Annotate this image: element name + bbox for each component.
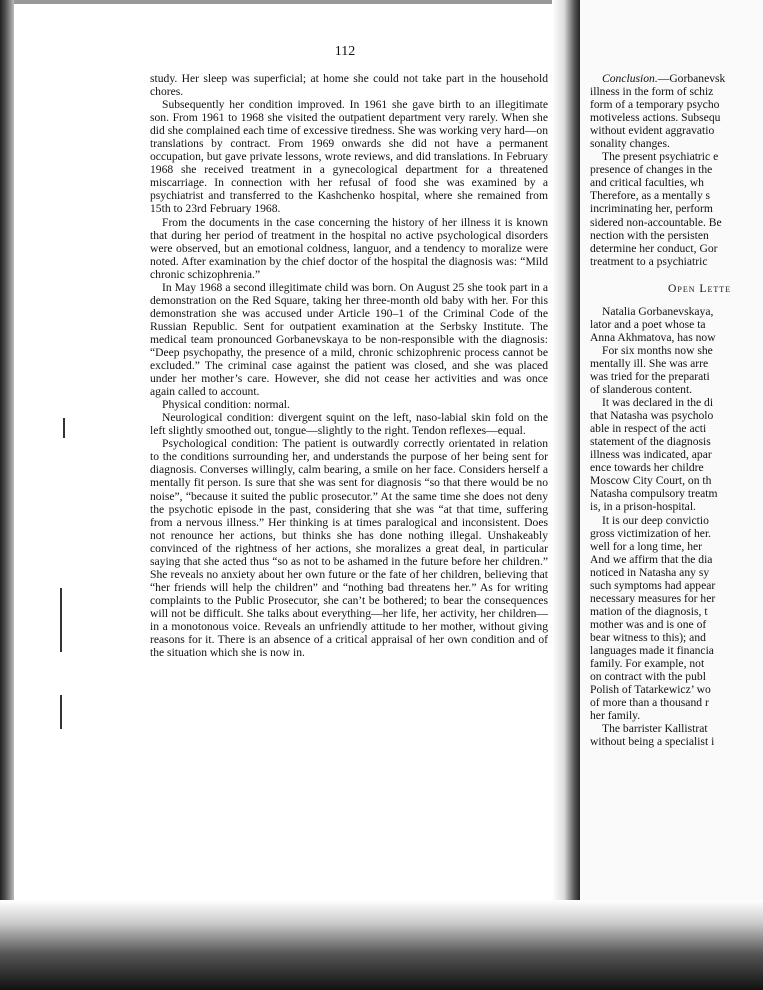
text-line: incriminating her, perform xyxy=(590,202,713,216)
text-line: ence towards her childre xyxy=(590,461,704,475)
paragraph: Physical condition: normal. xyxy=(162,398,290,412)
paragraph: Neurological condition: divergent squint on the left, naso-labial skin fold on the left slightly smoothed out, tongue—slightly to the right. Tendon reflexes—equal. xyxy=(150,411,548,438)
text-line: Natasha compulsory treatm xyxy=(590,487,718,501)
text-line: sidered non-accountable. Be xyxy=(590,215,722,229)
book-gutter xyxy=(552,0,582,990)
text-line: family. For example, not xyxy=(590,657,705,671)
text-line: presence of changes in the xyxy=(590,163,713,177)
text-line: determine her conduct, Gor xyxy=(590,241,718,255)
paragraph: Psychological condition: The patient is outwardly correctly orientated in relation to the conditions surrounding her, and understands the purpose of her being sent for diagnosis. Converses willingly, calm bearing, a smile on her face. Considers herself a mentally fit person. Is sure that she was sent for diagnosis “so that there would be no noise”, “because it suited the public prosecutor.” At the same time she does not deny the psychotic episode in the past, considering that she was “at that time, suffering from a nervous illness.” Her thinking is at times paralogical and inconsistent. Does not renounce her actions, but thinks she has done nothing illegal. Unshakeably convinced of the rightness of her actions, she moralizes a great deal, in particular saying that she acted thus “so as not to be ashamed in the future before her children.” She reveals no anxiety about her own future or the fate of her children, believing that “her friends will help the children” and “nothing bad threatens her.” As for writing complaints to the Public Prosecutor, she can’t be bothered; to bear the consequences will not be difficult. She talks about everything—her life, her activity, her children—in a monotonous voice. Reveals an unfriendly attitude to her mother, without giving reasons for it. There is an absence of a critical appraisal of her own condition and of the situation which she is now in. xyxy=(150,437,548,660)
text-line: And we affirm that the dia xyxy=(590,552,713,566)
paragraph: In May 1968 a second illegitimate child was born. On August 25 she took part in a demonstration on the Red Square, taking her three-month old baby with her. For this demonstration she was accused under Article 190–1 of the Criminal Code of the Russian Republic. Sent for outpatient examination at the Serbsky Institute. The medical team pronounced Gorbanevskaya to be non-responsible with the diagnosis: “Deep psychopathy, the presence of a mild, chronic schizophrenic process cannot be excluded.” The criminal case against the patient was closed, and she was placed under her mother’s care. However, she did not cease her activities and was once again called to account. xyxy=(150,280,548,399)
scan-shadow-bottom xyxy=(0,900,763,990)
text-line: motiveless actions. Subsequ xyxy=(590,111,721,125)
text-line: her family. xyxy=(590,709,641,723)
margin-mark xyxy=(60,588,62,652)
text-line: without evident aggravatio xyxy=(590,124,715,138)
text-line: on contract with the publ xyxy=(590,670,706,684)
text-line: illness in the form of schiz xyxy=(590,85,714,99)
section-heading: Open Lette xyxy=(668,281,732,295)
text-line: It is our deep convictio xyxy=(602,513,709,527)
text-line: mother was and is one of xyxy=(590,617,707,631)
text-line: was tried for the preparati xyxy=(590,369,710,383)
text-line: such symptoms had appear xyxy=(590,578,716,592)
text-line: Anna Akhmatova, has now xyxy=(590,330,716,344)
text-line: mation of the diagnosis, t xyxy=(590,604,708,618)
text-line: necessary measures for her xyxy=(590,591,716,605)
paragraph: From the documents in the case concerning the history of her illness it is known that during her period of treatment in the hospital no active psychological disorders were observed, but an emotional coldness, languor, and a tendency to moralize were noted. After examination by the chief doctor of the hospital the diagnosis was: “Mild chronic schizophrenia.” xyxy=(150,215,548,281)
right-page-text xyxy=(590,72,763,748)
text-line: The barrister Kallistrat xyxy=(602,722,708,736)
text-line: For six months now she xyxy=(602,343,713,357)
paragraph: Subsequently her condition improved. In 1961 she gave birth to an illegitimate son. From 1961 to 1968 she visited the outpatient department very rarely. When she did she complained each time of excessive tiredness. She was working very hard—on translations by contract. From 1969 onwards she did not have a permanent occupation, but gave private lessons, wrote reviews, and did translations. In February 1968 she received treatment in a gynecological department for a threatened miscarriage. In connection with her refusal of food she was examined by a psychiatrist and transferred to the Kashchenko hospital, where she remained from 15th to 23rd February 1968. xyxy=(150,98,548,216)
text-line: and critical faculties, wh xyxy=(590,176,704,190)
text-line: The present psychiatric e xyxy=(602,150,719,164)
text-line: without being a specialist i xyxy=(590,735,715,749)
right-page xyxy=(580,0,763,990)
text-line: lator and a poet whose ta xyxy=(590,317,706,331)
emphasis: Conclusion. xyxy=(602,72,658,85)
paragraph: study. Her sleep was superficial; at home she could not take part in the household chores. xyxy=(150,72,548,99)
text-line: Moscow City Court, on th xyxy=(590,474,712,488)
text-line: bear witness to this); and xyxy=(590,630,706,644)
text-line: is, in a prison-hospital. xyxy=(590,500,696,514)
text-line: form of a temporary psycho xyxy=(590,98,720,112)
text-line: gross victimization of her. xyxy=(590,526,712,540)
text-line: It was declared in the di xyxy=(602,396,714,410)
text-line: Polish of Tatarkewicz’ wo xyxy=(590,683,711,697)
text-line: illness was indicated, apar xyxy=(590,448,712,462)
text-line: Therefore, as a mentally s xyxy=(590,189,711,203)
scan-top-edge xyxy=(14,0,554,4)
text-line: well for a long time, her xyxy=(590,539,703,553)
text-line: treatment to a psychiatric xyxy=(590,254,708,268)
text-line: Natalia Gorbanevskaya, xyxy=(602,304,714,318)
text-line: of slanderous content. xyxy=(590,383,693,397)
text-line: Conclusion.—Gorbanevsk xyxy=(602,72,726,85)
margin-mark xyxy=(60,695,62,729)
text-line: of more than a thousand r xyxy=(590,696,709,710)
text-line: that Natasha was psycholo xyxy=(590,409,714,423)
margin-mark xyxy=(63,418,65,438)
left-page-text xyxy=(150,72,548,659)
text-line: able in respect of the acti xyxy=(590,422,707,436)
page-number: 112 xyxy=(334,44,356,59)
text-line: mentally ill. She was arre xyxy=(590,356,709,370)
text-line: sonality changes. xyxy=(590,137,670,151)
scan-shadow-left xyxy=(0,0,14,990)
text-line: statement of the diagnosis xyxy=(590,435,711,449)
text-line: nection with the persisten xyxy=(590,228,709,242)
text-line: noticed in Natasha any sy xyxy=(590,565,710,579)
text-line: languages made it financia xyxy=(590,643,714,657)
